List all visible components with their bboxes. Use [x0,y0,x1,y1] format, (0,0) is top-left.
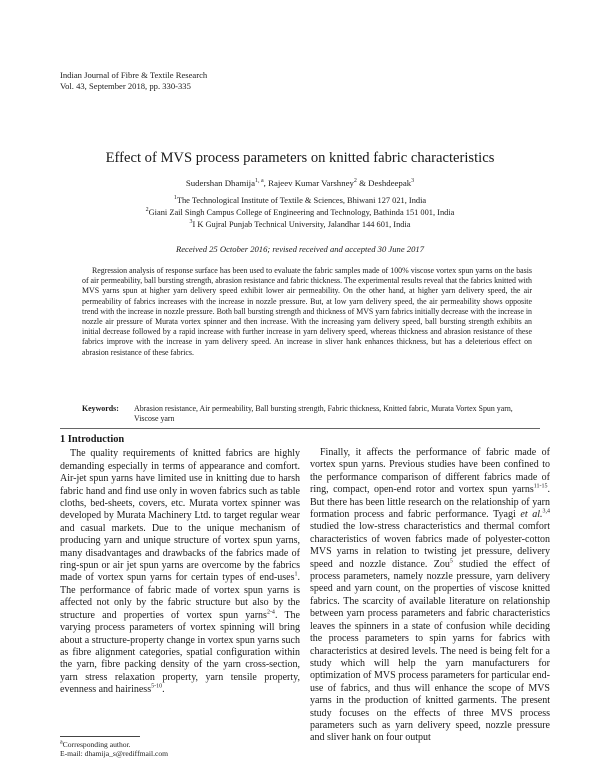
paper-title: Effect of MVS process parameters on knitted fabric characteristics [105,150,495,166]
affiliation-2-text: Giani Zail Singh Campus College of Engineering and Technology, Bathinda 151 001, India [148,208,455,217]
received-dates: Received 25 October 2016; revised received and accepted 30 June 2017 [175,244,424,254]
author-2-sup: 2 [353,178,357,185]
affiliation-1-text: The Technological Institute of Textile & Sciences, Bhiwani 127 021, India [176,196,427,205]
affiliation-1 [0,195,600,207]
citation-ref: 5 [449,558,453,565]
right-text-4: studied the effect of process parameters, namely nozzle pressure, yarn delivery speed and yarn count, on the properties of viscose knitted fabrics. The scarcity of available literature on relationship between yarn process parameters and fabric characteristics leaves the spinners in a state of confusion while deciding the process parameters to spin yarns for fabrics with characteristics at desired levels. The need is being felt for a study which will help the yarn manufacturers for optimization of MVS process parameters for particular end-use of fabrics, and thus will enhance the scope of MVS yarns in the production of knitted garments. The present study focuses on the effects of three MVS process parameters such as yarn delivery speed, nozzle pressure and sliver hank on four output [310,558,550,744]
intro-text-2: . The performance of fabric made of vortex spun yarns is affected not only by the fabric structure but also by the structure and properties of vortex spun yarns [60,572,300,621]
intro-paragraph [60,448,300,696]
intro-text-1: The quality requirements of knitted fabrics are highly demanding especially in terms of appearance and comfort. Air-jet spun yarns have limited use in knitting due to harsh fabric hand and find use only in woven fabrics such as table cloths, bed-sheets, covers, etc. Murata vortex spinner was developed by Murata Machinery Ltd. to target regular wear and casual markets. Due to the unique mechanism of producing yarn and unique structure of vortex spun yarns, many disadvantages and drawbacks of the fabrics made of ring-spun or air jet spun yarns are overcome by the fabrics made of vortex spun yarns for certain types of end-uses [60,448,300,584]
author-1-sup: 1, a [255,178,264,185]
right-column [310,447,550,745]
citation-ref: 1 [294,572,298,579]
et-al: et al. [520,509,543,521]
footnote-rule [60,736,140,737]
section-heading-introduction: 1 Introduction [60,434,125,445]
citation-ref: 2-4 [266,609,275,616]
author-3-sup: 3 [411,178,415,185]
right-text-3: studied the low-stress characteristics and thermal comfort characteristics of woven fabrics made of polyester-cotton MVS yarns in relation to twisting jet pressure, delivery speed and nozzle distance. Zou [310,521,550,570]
section-divider [60,428,540,429]
affiliation-2-sup: 2 [145,207,149,214]
citation-ref: 5-10 [151,683,163,690]
keywords [82,404,532,424]
keywords-label: Keywords: [82,404,119,413]
right-text-2: . But there has been little research on the relationship of yarn formation process and fabric performance. Tyagi [310,484,550,521]
abstract: Regression analysis of response surface has been used to evaluate the fabric samples made of 100% viscose vortex spun yarns on the basis of air permeability, ball bursting strength, abrasion resistance and fabric thickness. The experimental results reveal that the fabrics knitted with MVS yarns spun at higher yarn delivery speed exhibit lower air permeability. On the other hand, at higher yarn delivery speed, the air permeability of fabrics increases with the increase in nozzle pressure. But, at low yarn delivery speed, the air permeability shows opposite trend with the increase in nozzle pressure. Both ball bursting strength and thickness of MVS yarn fabrics initially decrease with the increase in nozzle air pressure of Murata vortex spinner and then increase. With the increasing yarn delivery speed, ball bursting strength exhibits an initial decrease followed by a rapid increase with further increase in yarn delivery speed, whereas thickness and abrasion resistance of these fabrics improve with the increase in yarn delivery speed. An increase in sliver hank enhances thickness, but has a deleterious effect on abrasion resistance of these fabrics. [82,266,532,357]
author-3: & Deshdeepak [356,178,412,188]
keywords-text: Abrasion resistance, Air permeability, Ball bursting strength, Fabric thickness, Knitted fabric, Murata Vortex Spun yarn, Viscose yarn [134,404,513,424]
affiliation-3-text: I K Gujral Punjab Technical University, Jalandhar 144 601, India [192,220,411,229]
author-1: Sudershan Dhamija [185,178,255,188]
citation-ref: 11-15 [533,483,548,490]
author-2: , Rajeev Kumar Varshney [263,178,354,188]
intro-text-3: . The varying process parameters of vortex spinning will bring about a structure-property change in vortex spun yarns such as fibre alignment categories, spatial configuration within the yarn, fibre packing density of the yarn cross-section, yarn stress relaxation property, yarn tensile property, evenness and hairiness [60,609,300,696]
affiliation-3-sup: 3 [189,219,193,226]
footnote-line-1: Corresponding author. [62,740,131,749]
citation-ref: 3,4 [542,508,550,515]
author-list [0,178,600,188]
affiliations [0,195,600,231]
footnote-corresponding [60,740,168,749]
journal-header [60,70,207,92]
journal-name: Indian Journal of Fibre & Textile Research [60,70,208,80]
intro-text-4: . [162,684,165,696]
footnote-email: E-mail: dhamija_s@rediffmail.com [60,749,169,759]
affiliation-2 [0,207,600,219]
affiliation-1-sup: 1 [173,195,177,202]
right-text-1: Finally, it affects the performance of fabric made of vortex spun yarns. Previous studies have been confined to the performance comparison of different fabrics made of ring, compact, open-end rotor and vortex spun yarns [310,447,550,496]
affiliation-3 [0,219,600,231]
footnote-sup: a [60,739,63,746]
left-column [60,434,300,697]
footnote [60,740,168,759]
journal-volume: Vol. 43, September 2018, pp. 330-335 [60,81,191,91]
